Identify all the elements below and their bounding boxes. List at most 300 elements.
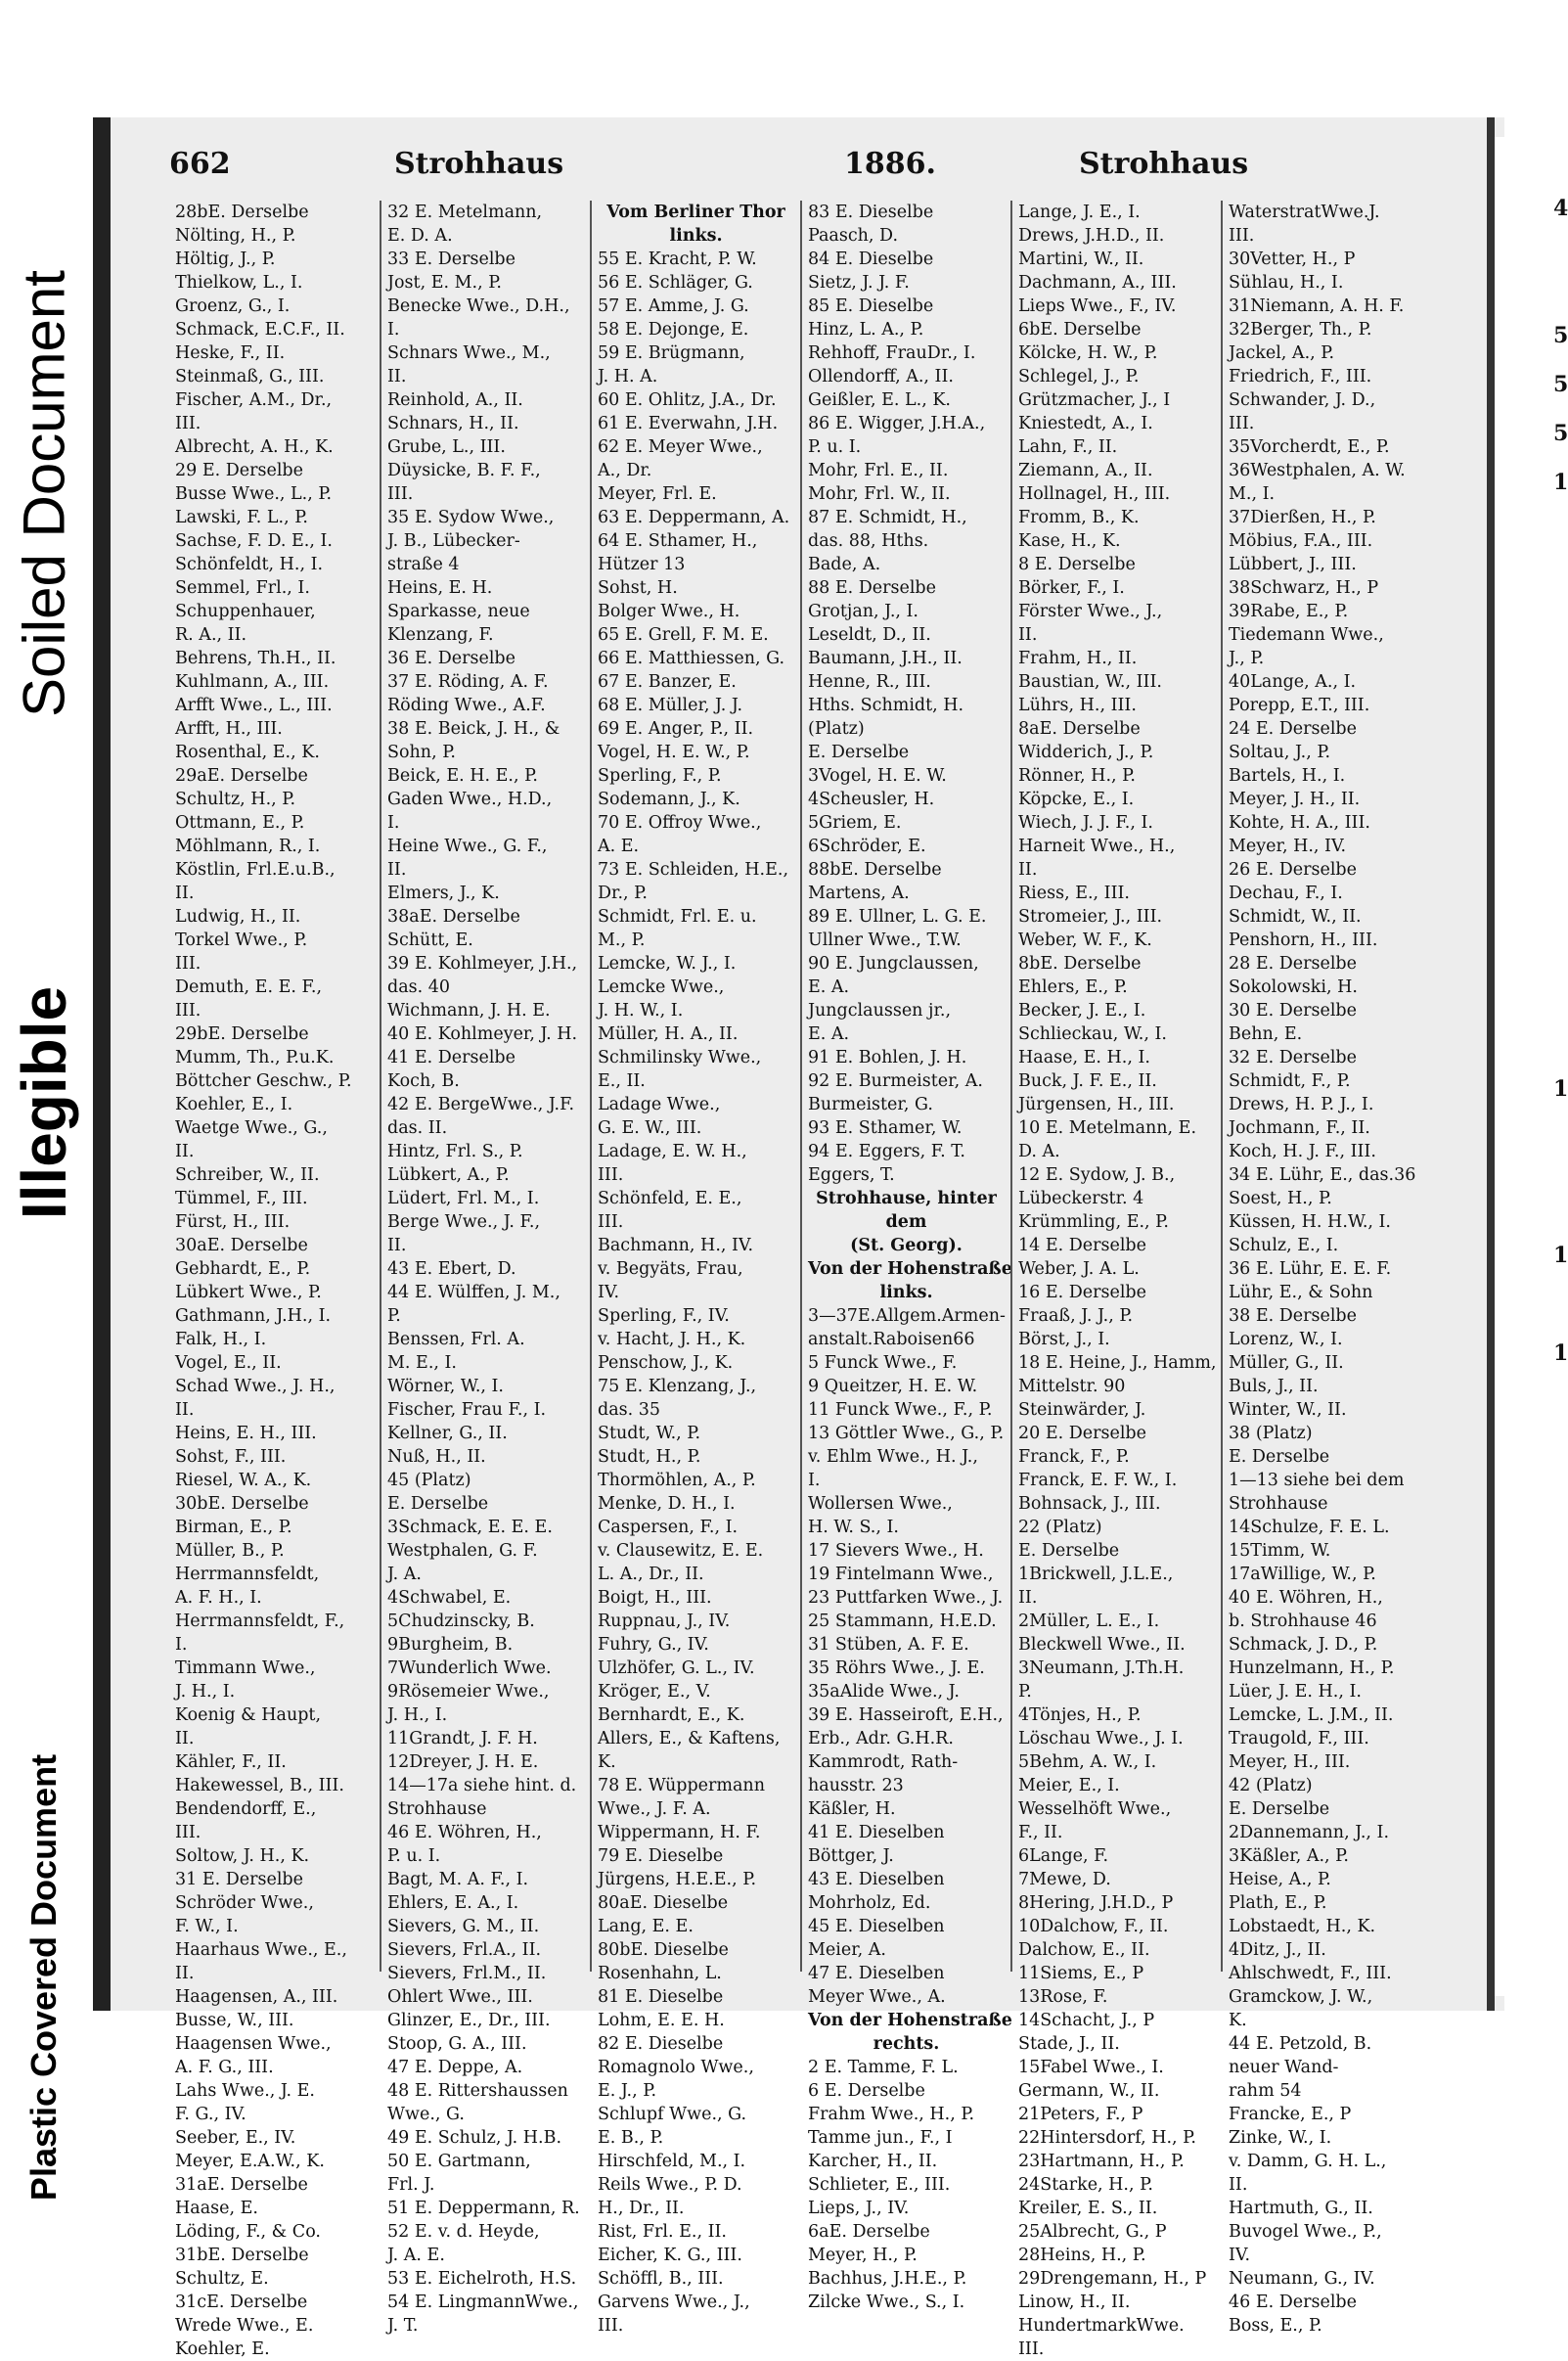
directory-entry: Sievers, Frl.A., II. xyxy=(387,1940,542,1960)
directory-entry: Sparkasse, neue xyxy=(387,602,530,621)
section-heading: Von der Hohenstraße xyxy=(808,2011,1012,2030)
directory-entry: Drews, J.H.D., II. xyxy=(1018,226,1165,246)
directory-entry: Baustian, W., III. xyxy=(1018,672,1162,692)
directory-entry: 2Müller, L. E., I. xyxy=(1018,1612,1160,1631)
directory-entry: Ladage, E. W. H., xyxy=(598,1142,747,1161)
directory-entry: Käßler, H. xyxy=(808,1799,896,1819)
directory-entry: Lieps Wwe., F., IV. xyxy=(1018,296,1177,316)
directory-entry: 92 E. Burmeister, A. xyxy=(808,1071,983,1091)
directory-entry: Wwe., G. xyxy=(387,2105,465,2124)
directory-entry: E. D. A. xyxy=(387,226,453,246)
directory-entry: 21Peters, F., P xyxy=(1018,2105,1143,2124)
directory-entry: Sohn, P. xyxy=(387,743,456,762)
running-title-right: Strohhaus xyxy=(1079,147,1249,181)
directory-entry: III. xyxy=(598,1212,624,1232)
directory-entry: IV. xyxy=(1229,2246,1251,2265)
directory-entry: Lorenz, W., I. xyxy=(1229,1330,1343,1349)
directory-entry: 37Dierßen, H., P. xyxy=(1229,508,1376,527)
directory-entry: 7Mewe, D. xyxy=(1018,1870,1111,1889)
directory-entry: 5 Funck Wwe., F. xyxy=(808,1353,958,1373)
directory-entry: Penschow, J., K. xyxy=(598,1353,734,1373)
directory-entry: Frahm, H., II. xyxy=(1018,649,1138,668)
directory-entry: Riess, E., III. xyxy=(1018,884,1130,903)
directory-entry: Neumann, G., IV. xyxy=(1229,2269,1375,2289)
directory-entry: Ruppnau, J., IV. xyxy=(598,1612,731,1631)
directory-entry: das. 35 xyxy=(598,1400,661,1420)
directory-entry: K. xyxy=(598,1752,616,1772)
directory-entry: Hirschfeld, M., I. xyxy=(598,2152,746,2171)
directory-entry: Klenzang, F. xyxy=(387,625,494,645)
directory-entry: Grotjan, J., I. xyxy=(808,602,918,621)
directory-entry: Mohr, Frl. E., II. xyxy=(808,461,949,480)
directory-entry: 28Heins, H., P. xyxy=(1018,2246,1146,2265)
directory-entry: Schmack, J. D., P. xyxy=(1229,1635,1378,1655)
directory-entry: Kähler, F., II. xyxy=(175,1752,287,1772)
directory-entry: 35Vorcherdt, E., P. xyxy=(1229,437,1390,457)
directory-entry: Lange, J. E., I. xyxy=(1018,203,1141,222)
directory-entry: Demuth, E. E. F., xyxy=(175,977,323,997)
directory-entry: Ollendorff, A., II. xyxy=(808,367,954,386)
directory-entry: 3Neumann, J.Th.H. xyxy=(1018,1658,1185,1678)
directory-entry: Baumann, J.H., II. xyxy=(808,649,963,668)
directory-entry: II. xyxy=(175,1142,195,1161)
directory-entry: Gebhardt, E., P. xyxy=(175,1259,311,1279)
directory-entry: Fischer, A.M., Dr., xyxy=(175,390,333,410)
directory-entry: Kreiler, E. S., II. xyxy=(1018,2199,1158,2218)
directory-entry: Ehlers, E., P. xyxy=(1018,977,1128,997)
directory-entry: Leseldt, D., II. xyxy=(808,625,931,645)
directory-entry: 22 (Platz) xyxy=(1018,1518,1102,1537)
directory-entry: Seeber, E., IV. xyxy=(175,2128,296,2148)
directory-entry: Busse, W., III. xyxy=(175,2011,294,2030)
directory-entry: 75 E. Klenzang, J., xyxy=(598,1377,757,1396)
directory-entry: Harneit Wwe., H., xyxy=(1018,837,1176,856)
directory-entry: 13Rose, F. xyxy=(1018,1987,1108,2007)
directory-entry: v. Hacht, J. H., K. xyxy=(598,1330,746,1349)
directory-entry: 3Käßler, A., P. xyxy=(1229,1846,1349,1866)
directory-entry: II. xyxy=(1018,860,1038,880)
directory-entry: Böttcher Geschw., P. xyxy=(175,1071,352,1091)
directory-entry: Lawski, F. L., P. xyxy=(175,508,308,527)
directory-entry: 8Hering, J.H.D., P xyxy=(1018,1893,1174,1913)
directory-entry: 16 E. Derselbe xyxy=(1018,1283,1146,1302)
directory-entry: Steinwärder, J. xyxy=(1018,1400,1146,1420)
directory-entry: 17 Sievers Wwe., H. xyxy=(808,1541,984,1561)
directory-entry: 66 E. Matthiessen, G. xyxy=(598,649,785,668)
directory-entry: Kölcke, H. W., P. xyxy=(1018,343,1158,363)
directory-entry: Jungclaussen jr., xyxy=(808,1001,952,1021)
directory-entry: Berge Wwe., J. F., xyxy=(387,1212,541,1232)
directory-entry: Sokolowski, H. xyxy=(1229,977,1358,997)
directory-entry: 8bE. Derselbe xyxy=(1018,954,1142,974)
directory-entry: Geißler, E. L., K. xyxy=(808,390,951,410)
directory-entry: 3Vogel, H. E. W. xyxy=(808,766,947,786)
directory-entry: 23Hartmann, H., P. xyxy=(1018,2152,1185,2171)
directory-entry: Koehler, E., I. xyxy=(175,1095,293,1114)
directory-entry: Schlupf Wwe., G. xyxy=(598,2105,747,2124)
directory-entry: 11 Funck Wwe., F., P. xyxy=(808,1400,993,1420)
directory-entry: Meyer, Frl. E. xyxy=(598,484,717,504)
directory-entry: III. xyxy=(598,1165,624,1185)
directory-entry: Traugold, F., III. xyxy=(1229,1729,1369,1748)
directory-entry: 70 E. Offroy Wwe., xyxy=(598,813,762,833)
directory-entry: Ulzhöfer, G. L., IV. xyxy=(598,1658,755,1678)
directory-entry: Arfft Wwe., L., III. xyxy=(175,696,333,715)
directory-entry: Schröder Wwe., xyxy=(175,1893,314,1913)
directory-entry: Frahm Wwe., H., P. xyxy=(808,2105,975,2124)
directory-entry: (Platz) xyxy=(808,719,865,739)
directory-entry: 90 E. Jungclaussen, xyxy=(808,954,979,974)
directory-entry: Schöffl, B., III. xyxy=(598,2269,724,2289)
directory-entry: 68 E. Müller, J. J. xyxy=(598,696,743,715)
scanner-sidebar xyxy=(0,0,88,2202)
directory-entry: v. Damm, G. H. L., xyxy=(1229,2152,1387,2171)
directory-column-5 xyxy=(1010,201,1221,2359)
directory-entry: 61 E. Everwahn, J.H. xyxy=(598,414,779,433)
directory-entry: 31Niemann, A. H. F. xyxy=(1229,296,1405,316)
directory-entry: III. xyxy=(387,484,414,504)
directory-entry: Lübeckerstr. 4 xyxy=(1018,1189,1144,1208)
directory-entry: Kröger, E., V. xyxy=(598,1682,711,1702)
directory-entry: 7Wunderlich Wwe. xyxy=(387,1658,552,1678)
directory-entry: Fraaß, J. J., P. xyxy=(1018,1306,1134,1326)
directory-entry: Schönfeld, E. E., xyxy=(598,1189,742,1208)
directory-entry: Boigt, H., III. xyxy=(598,1588,712,1608)
directory-entry: 29 E. Derselbe xyxy=(175,461,303,480)
directory-entry: 93 E. Sthamer, W. xyxy=(808,1118,963,1138)
directory-entry: Höltig, J., P. xyxy=(175,250,276,269)
directory-entry: Schreiber, W., II. xyxy=(175,1165,320,1185)
directory-entry: Schmidt, F., P. xyxy=(1229,1071,1351,1091)
directory-entry: Löding, F., & Co. xyxy=(175,2222,321,2242)
directory-entry: Meyer, J. H., II. xyxy=(1229,790,1361,809)
next-page-number: 4 xyxy=(1553,196,1568,221)
directory-entry: P. u. I. xyxy=(387,1846,441,1866)
directory-entry: 69 E. Anger, P., II. xyxy=(598,719,754,739)
directory-entry: b. Strohhause 46 xyxy=(1229,1612,1377,1631)
directory-entry: 11Siems, E., P xyxy=(1018,1964,1144,1983)
directory-entry: Studt, H., P. xyxy=(598,1447,701,1467)
directory-entry: Tiedemann Wwe., xyxy=(1229,625,1384,645)
directory-entry: 14—17a siehe hint. d. xyxy=(387,1776,577,1795)
directory-entry: Behrens, Th.H., II. xyxy=(175,649,336,668)
directory-entry: Frl. J. xyxy=(387,2175,435,2195)
directory-entry: Waetge Wwe., G., xyxy=(175,1118,328,1138)
directory-column-4 xyxy=(800,201,1012,2312)
directory-entry: 48 E. Rittershaussen xyxy=(387,2081,568,2101)
directory-entry: Jackel, A., P. xyxy=(1229,343,1335,363)
directory-entry: Falk, H., I. xyxy=(175,1330,267,1349)
section-heading: links. xyxy=(669,226,723,246)
directory-entry: Sühlau, H., I. xyxy=(1229,273,1344,293)
directory-entry: 38Schwarz, H., P xyxy=(1229,578,1379,598)
directory-entry: 84 E. Dieselbe xyxy=(808,250,934,269)
directory-entry: Schlieckau, W., I. xyxy=(1018,1024,1167,1044)
directory-entry: 18 E. Heine, J., Hamm, xyxy=(1018,1353,1217,1373)
directory-entry: 37 E. Röding, A. F. xyxy=(387,672,549,692)
directory-entry: E. A. xyxy=(808,977,850,997)
directory-entry: 2 E. Tamme, F. L. xyxy=(808,2058,959,2077)
directory-entry: I. xyxy=(387,320,400,340)
directory-entry: 9Burgheim, B. xyxy=(387,1635,514,1655)
directory-entry: Soltau, J., P. xyxy=(1229,743,1331,762)
directory-entry: Wiech, J. J. F., I. xyxy=(1018,813,1153,833)
directory-entry: 15Timm, W. xyxy=(1229,1541,1331,1561)
directory-entry: III. xyxy=(175,1823,202,1842)
directory-entry: J. T. xyxy=(387,2316,419,2336)
directory-entry: Wrede Wwe., E. xyxy=(175,2316,314,2336)
directory-entry: 42 E. BergeWwe., J.F. xyxy=(387,1095,575,1114)
directory-entry: Hunzelmann, H., P. xyxy=(1229,1658,1395,1678)
directory-entry: Westphalen, G. F. xyxy=(387,1541,538,1561)
running-title-left: Strohhaus xyxy=(394,147,564,181)
directory-entry: Meyer, H., P. xyxy=(808,2246,918,2265)
directory-entry: Rehhoff, FrauDr., I. xyxy=(808,343,976,363)
directory-entry: Ahlschwedt, F., III. xyxy=(1229,1964,1392,1983)
directory-entry: 58 E. Dejonge, E. xyxy=(598,320,749,340)
directory-entry: Sietz, J. J. F. xyxy=(808,273,910,293)
directory-entry: 38 E. Derselbe xyxy=(1229,1306,1357,1326)
directory-entry: Buls, J., II. xyxy=(1229,1377,1319,1396)
directory-entry: 28bE. Derselbe xyxy=(175,203,309,222)
directory-entry: Wwe., J. F. A. xyxy=(598,1799,711,1819)
directory-entry: Germann, W., II. xyxy=(1018,2081,1160,2101)
next-page-strip xyxy=(1495,137,1568,1996)
directory-entry: E. J., P. xyxy=(598,2081,657,2101)
directory-entry: v. Ehlm Wwe., H. J., xyxy=(808,1447,978,1467)
directory-entry: Gaden Wwe., H.D., xyxy=(387,790,553,809)
directory-entry: Lemcke Wwe., xyxy=(598,977,725,997)
directory-entry: hausstr. 23 xyxy=(808,1776,904,1795)
directory-entry: III. xyxy=(1018,2339,1045,2359)
directory-entry: Sodemann, J., K. xyxy=(598,790,740,809)
directory-entry: Winter, W., II. xyxy=(1229,1400,1347,1420)
directory-entry: II. xyxy=(1229,2175,1248,2195)
directory-entry: Franck, F., P. xyxy=(1018,1447,1130,1467)
directory-entry: Wörner, W., I. xyxy=(387,1377,504,1396)
directory-entry: M. E., I. xyxy=(387,1353,457,1373)
directory-entry: 78 E. Wüppermann xyxy=(598,1776,765,1795)
directory-entry: 42 (Platz) xyxy=(1229,1776,1313,1795)
directory-entry: Schmilinsky Wwe., xyxy=(598,1048,762,1067)
directory-entry: 30bE. Derselbe xyxy=(175,1494,309,1514)
directory-entry: 2Dannemann, J., I. xyxy=(1229,1823,1390,1842)
directory-entry: 25 Stammann, H.E.D. xyxy=(808,1612,997,1631)
directory-entry: Nuß, H., II. xyxy=(387,1447,486,1467)
directory-entry: Grützmacher, J., I xyxy=(1018,390,1171,410)
directory-entry: Ottmann, E., P. xyxy=(175,813,305,833)
directory-entry: Becker, J. E., I. xyxy=(1018,1001,1146,1021)
directory-entry: Ladage Wwe., xyxy=(598,1095,721,1114)
directory-entry: Bachmann, H., IV. xyxy=(598,1236,754,1255)
directory-entry: Koch, H. J. F., III. xyxy=(1229,1142,1376,1161)
directory-entry: Meyer, H., III. xyxy=(1229,1752,1351,1772)
directory-entry: IV. xyxy=(598,1283,620,1302)
directory-entry: 43 E. Ebert, D. xyxy=(387,1259,516,1279)
directory-entry: Röding Wwe., A.F. xyxy=(387,696,546,715)
directory-entry: Friedrich, F., III. xyxy=(1229,367,1372,386)
directory-entry: Müller, B., P. xyxy=(175,1541,285,1561)
directory-entry: Haarhaus Wwe., E., xyxy=(175,1940,347,1960)
directory-entry: 4Ditz, J., II. xyxy=(1229,1940,1326,1960)
directory-entry: 83 E. Dieselbe xyxy=(808,203,934,222)
directory-entry: 86 E. Wigger, J.H.A., xyxy=(808,414,986,433)
directory-entry: Benssen, Frl. A. xyxy=(387,1330,525,1349)
directory-entry: 10 E. Metelmann, E. xyxy=(1018,1118,1197,1138)
directory-entry: Porepp, E.T., III. xyxy=(1229,696,1370,715)
directory-entry: neuer Wand- xyxy=(1229,2058,1339,2077)
directory-entry: 19 Fintelmann Wwe., xyxy=(808,1565,994,1584)
directory-entry: 6bE. Derselbe xyxy=(1018,320,1142,340)
directory-entry: 43 E. Dieselben xyxy=(808,1870,945,1889)
directory-entry: Strohhause xyxy=(387,1799,487,1819)
directory-entry: II. xyxy=(387,860,407,880)
directory-entry: Hths. Schmidt, H. xyxy=(808,696,964,715)
directory-entry: 5Griem, E. xyxy=(808,813,902,833)
directory-entry: Burmeister, G. xyxy=(808,1095,933,1114)
directory-entry: Sachse, F. D. E., I. xyxy=(175,531,333,551)
directory-entry: Nölting, H., P. xyxy=(175,226,296,246)
directory-entry: Haase, E. xyxy=(175,2199,258,2218)
directory-entry: Caspersen, F., I. xyxy=(598,1518,739,1537)
directory-entry: Erb., Adr. G.H.R. xyxy=(808,1729,954,1748)
directory-entry: das. 88, Hths. xyxy=(808,531,929,551)
directory-entry: Semmel, Frl., I. xyxy=(175,578,310,598)
directory-entry: Heins, E. H. xyxy=(387,578,493,598)
directory-entry: 35aAlide Wwe., J. xyxy=(808,1682,960,1702)
directory-entry: 49 E. Schulz, J. H.B. xyxy=(387,2128,562,2148)
directory-entry: Benecke Wwe., D.H., xyxy=(387,296,570,316)
side-label-illegible: Illegible xyxy=(9,985,79,1220)
directory-entry: Lang, E. E. xyxy=(598,1917,694,1936)
directory-entry: 85 E. Dieselbe xyxy=(808,296,934,316)
directory-entry: Groenz, G., I. xyxy=(175,296,291,316)
directory-entry: 47 E. Dieselben xyxy=(808,1964,945,1983)
directory-entry: 45 E. Dieselben xyxy=(808,1917,945,1936)
directory-entry: 38 (Platz) xyxy=(1229,1424,1313,1443)
directory-entry: Meyer, E.A.W., K. xyxy=(175,2152,325,2171)
directory-column-6 xyxy=(1221,201,1431,2336)
directory-entry: Lühr, E., & Sohn xyxy=(1229,1283,1373,1302)
directory-entry: Lüer, J. E. H., I. xyxy=(1229,1682,1362,1702)
directory-entry: 34 E. Lühr, E., das.36 xyxy=(1229,1165,1416,1185)
directory-entry: E. Derselbe xyxy=(1229,1447,1330,1467)
directory-entry: Meier, E., I. xyxy=(1018,1776,1120,1795)
directory-entry: Tümmel, F., III. xyxy=(175,1189,308,1208)
directory-entry: 88 E. Derselbe xyxy=(808,578,936,598)
directory-entry: Ehlers, E. A., I. xyxy=(387,1893,519,1913)
directory-entry: Elmers, J., K. xyxy=(387,884,500,903)
directory-entry: Lübkert, A., P. xyxy=(387,1165,510,1185)
directory-entry: I. xyxy=(808,1471,821,1490)
directory-entry: Hintz, Frl. S., P. xyxy=(387,1142,523,1161)
directory-entry: M., I. xyxy=(1229,484,1276,504)
directory-entry: 5Chudzinscky, B. xyxy=(387,1612,535,1631)
directory-entry: HundertmarkWwe. xyxy=(1018,2316,1185,2336)
next-page-number: 1 xyxy=(1553,470,1568,495)
directory-entry: Kohte, H. A., III. xyxy=(1229,813,1370,833)
directory-entry: II. xyxy=(387,367,407,386)
directory-entry: Paasch, D. xyxy=(808,226,899,246)
directory-entry: Albrecht, A. H., K. xyxy=(175,437,334,457)
directory-entry: Strohhause xyxy=(1229,1494,1328,1514)
directory-column-3 xyxy=(590,201,800,2336)
directory-entry: 94 E. Eggers, F. T. xyxy=(808,1142,965,1161)
directory-entry: 29bE. Derselbe xyxy=(175,1024,309,1044)
directory-entry: 45 (Platz) xyxy=(387,1471,471,1490)
directory-entry: Schütt, E. xyxy=(387,931,473,950)
directory-entry: Fuhry, G., IV. xyxy=(598,1635,709,1655)
directory-entry: Sievers, Frl.M., II. xyxy=(387,1964,547,1983)
directory-entry: Haase, E. H., I. xyxy=(1018,1048,1150,1067)
directory-entry: Fischer, Frau F., I. xyxy=(387,1400,547,1420)
directory-entry: 35 Röhrs Wwe., J. E. xyxy=(808,1658,985,1678)
directory-entry: Heise, A., P. xyxy=(1229,1870,1331,1889)
directory-entry: Sperling, F., P. xyxy=(598,766,722,786)
directory-entry: Schmack, E.C.F., II. xyxy=(175,320,345,340)
directory-entry: Lührs, H., III. xyxy=(1018,696,1137,715)
next-page-number: 1 xyxy=(1553,1340,1568,1366)
directory-entry: J. B., Lübecker- xyxy=(387,531,520,551)
directory-entry: II. xyxy=(1018,625,1038,645)
next-page-number: 5 xyxy=(1553,323,1568,348)
directory-column-2 xyxy=(380,201,590,2336)
directory-entry: Tamme jun., F., I xyxy=(808,2128,953,2148)
directory-entry: K. xyxy=(1229,2011,1247,2030)
directory-entry: L. A., Dr., II. xyxy=(598,1565,704,1584)
directory-entry: 39 E. Hasseiroft, E.H., xyxy=(808,1705,1004,1725)
directory-entry: Schwander, J. D., xyxy=(1229,390,1376,410)
directory-entry: Schmidt, W., II. xyxy=(1229,907,1362,927)
directory-entry: 32 E. Metelmann, xyxy=(387,203,543,222)
page-number: 662 xyxy=(169,147,231,181)
directory-entry: Haagensen Wwe., xyxy=(175,2034,332,2054)
directory-entry: 4Tönjes, H., P. xyxy=(1018,1705,1142,1725)
section-heading: (St. Georg). xyxy=(850,1236,963,1255)
directory-entry: Ludwig, H., II. xyxy=(175,907,301,927)
directory-entry: P. xyxy=(1018,1682,1032,1702)
directory-entry: E. A. xyxy=(808,1024,850,1044)
directory-entry: 25Albrecht, G., P xyxy=(1018,2222,1167,2242)
directory-entry: 9Rösemeier Wwe., xyxy=(387,1682,550,1702)
directory-entry: Stade, J., II. xyxy=(1018,2034,1120,2054)
directory-entry: A. F. H., I. xyxy=(175,1588,262,1608)
directory-entry: Mumm, Th., P.u.K. xyxy=(175,1048,335,1067)
directory-entry: 26 E. Derselbe xyxy=(1229,860,1357,880)
directory-entry: Müller, H. A., II. xyxy=(598,1024,739,1044)
directory-entry: Bachhus, J.H.E., P. xyxy=(808,2269,967,2289)
directory-entry: Börker, F., I. xyxy=(1018,578,1125,598)
directory-entry: Lieps, J., IV. xyxy=(808,2199,910,2218)
directory-entry: 17aWillige, W., P. xyxy=(1229,1565,1376,1584)
directory-entry: Sievers, G. M., II. xyxy=(387,1917,540,1936)
directory-entry: 67 E. Banzer, E. xyxy=(598,672,737,692)
directory-entry: Menke, D. H., I. xyxy=(598,1494,736,1514)
directory-entry: 3Schmack, E. E. E. xyxy=(387,1518,553,1537)
directory-entry: Kniestedt, A., I. xyxy=(1018,414,1153,433)
directory-entry: Jürgensen, H., III. xyxy=(1018,1095,1175,1114)
directory-entry: Rist, Frl. E., II. xyxy=(598,2222,727,2242)
directory-entry: 44 E. Petzold, B. xyxy=(1229,2034,1372,2054)
directory-entry: Hützer 13 xyxy=(598,555,686,574)
directory-entry: Heske, F., II. xyxy=(175,343,286,363)
directory-entry: Wollersen Wwe., xyxy=(808,1494,953,1514)
directory-entry: Bleckwell Wwe., II. xyxy=(1018,1635,1186,1655)
directory-entry: 52 E. v. d. Heyde, xyxy=(387,2222,540,2242)
directory-entry: 30Vetter, H., P xyxy=(1229,250,1356,269)
directory-entry: 31 E. Derselbe xyxy=(175,1870,303,1889)
directory-entry: Jochmann, F., II. xyxy=(1229,1118,1370,1138)
